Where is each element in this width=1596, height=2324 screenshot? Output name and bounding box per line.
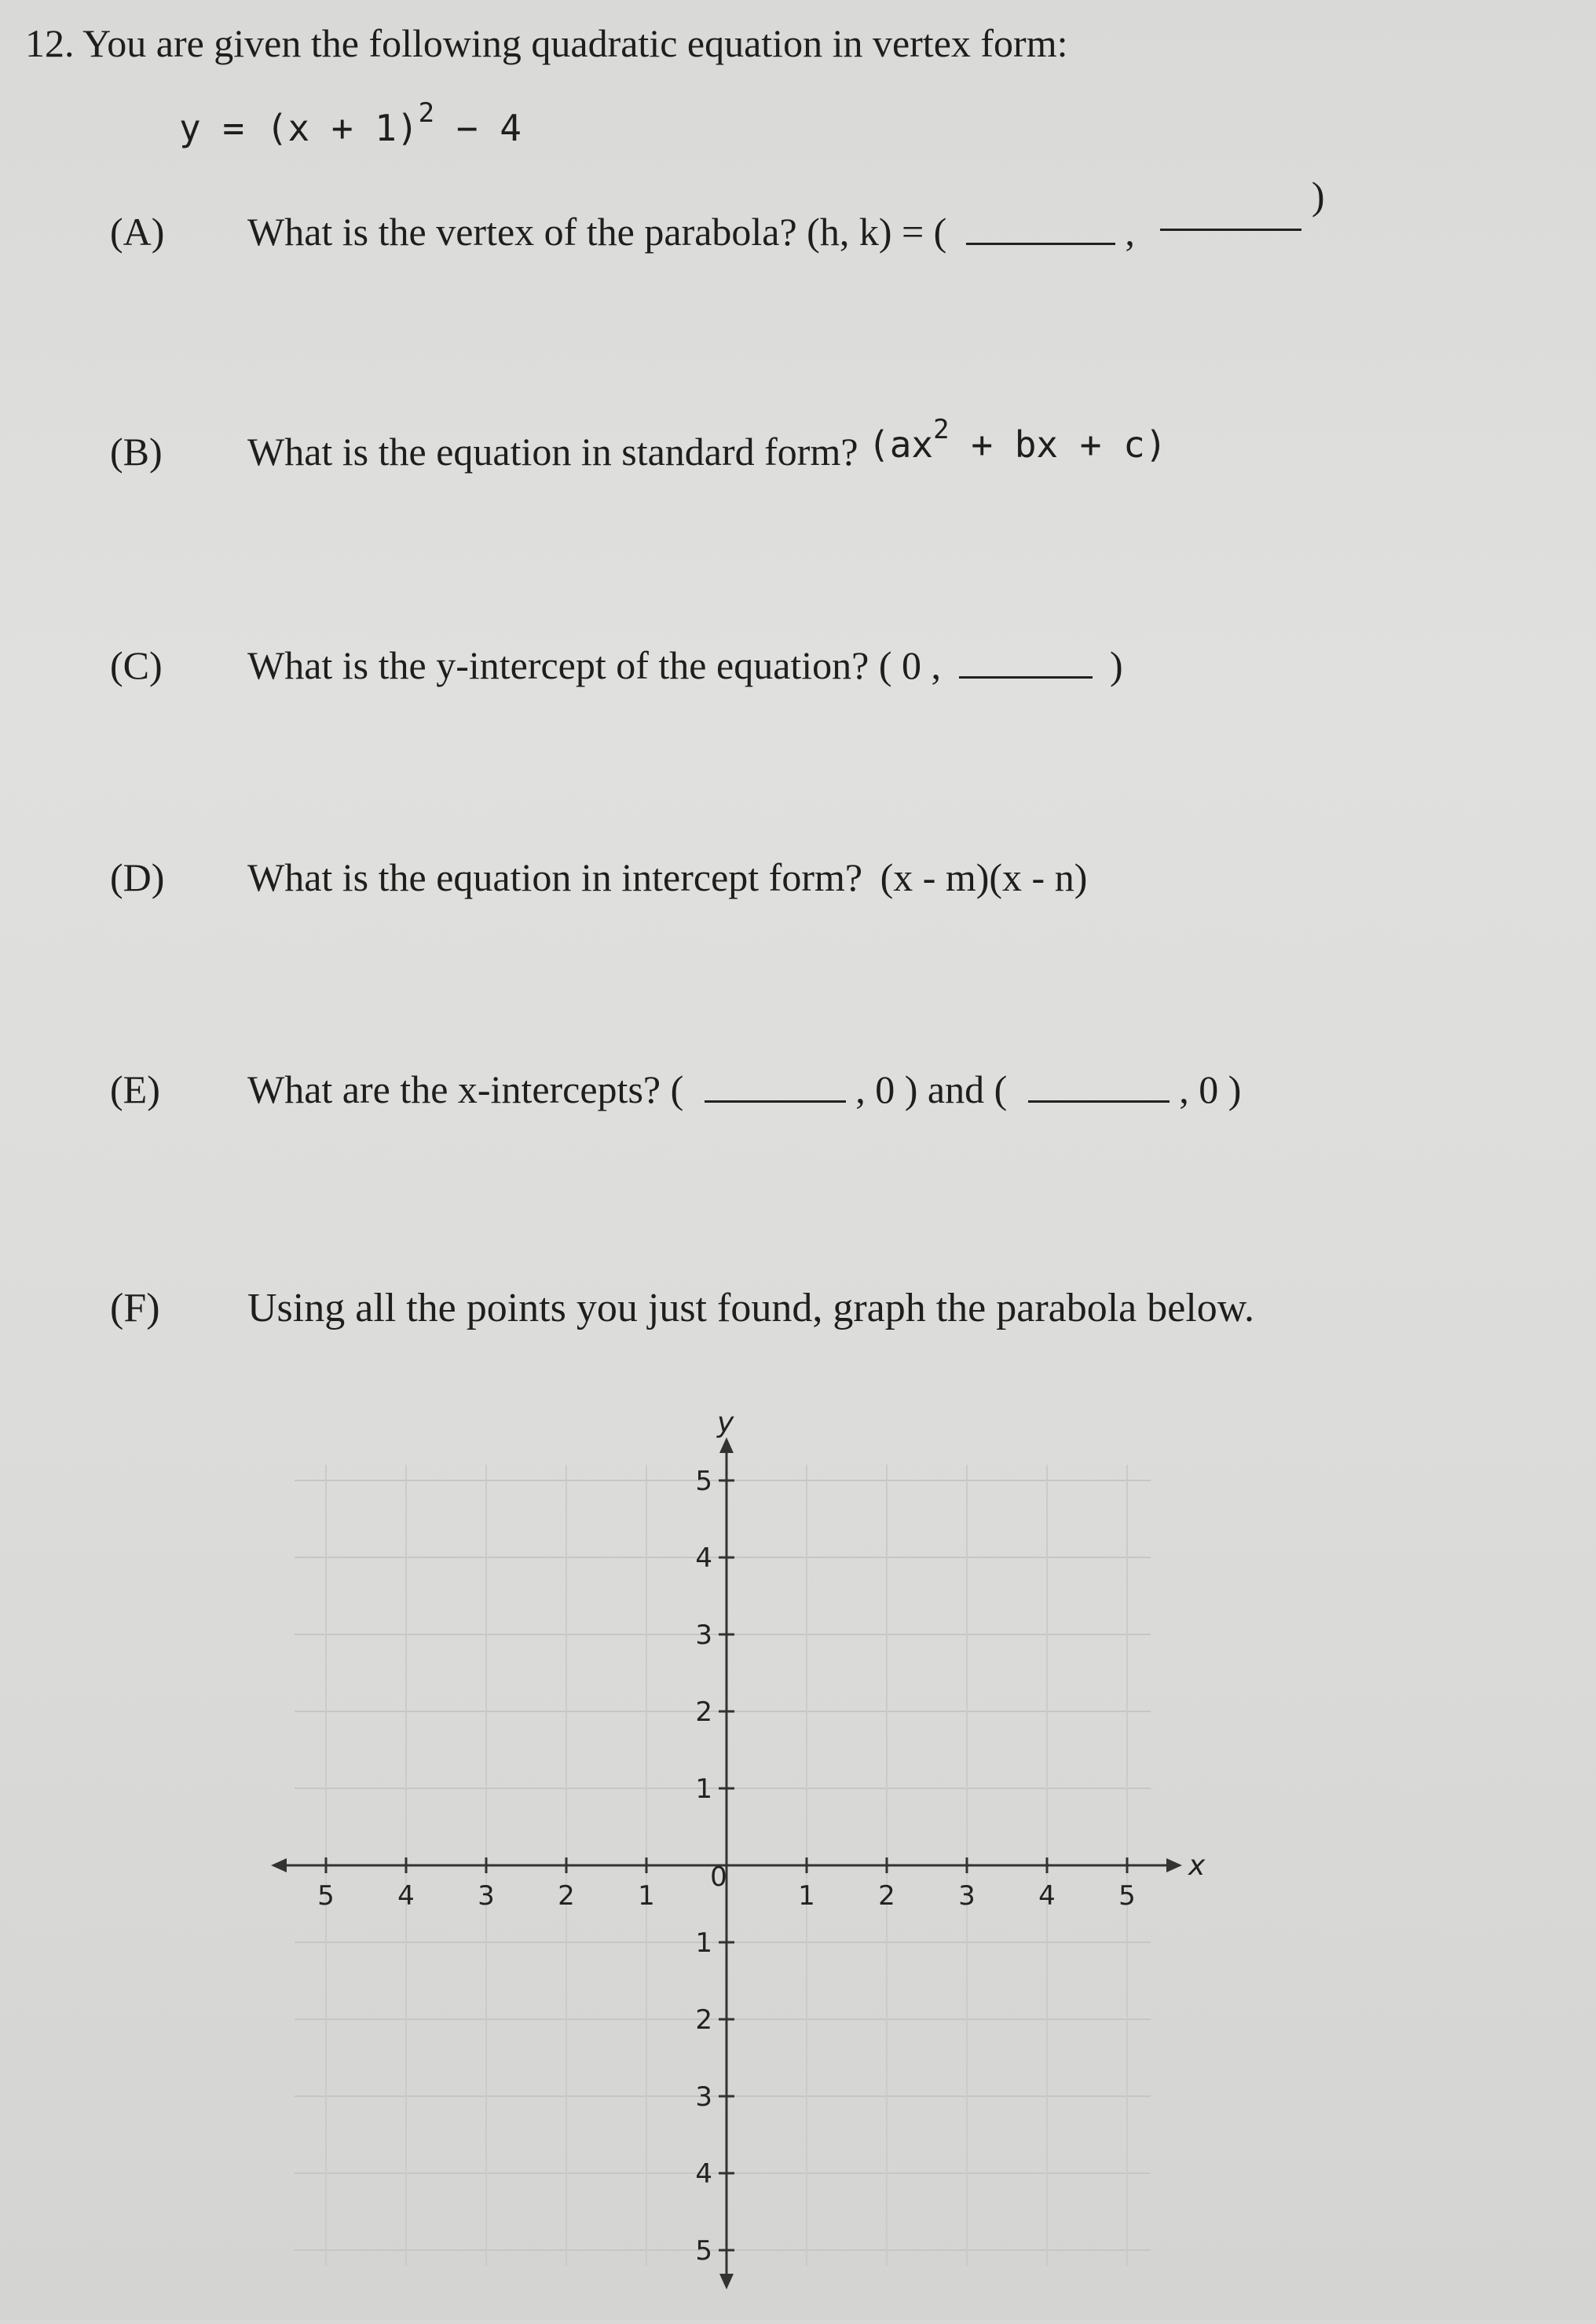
part-c <box>110 643 1123 687</box>
part-a-comma: , <box>1125 210 1135 254</box>
standard-form-tail: + bx + c) <box>949 423 1167 466</box>
part-e-text: What are the x-intercepts? ( <box>247 1067 684 1111</box>
y-tick-label: 4 <box>695 2158 712 2190</box>
x-intercept-1-blank[interactable] <box>705 1072 846 1103</box>
part-f-text: Using all the points you just found, graph the parabola below. <box>247 1286 1254 1330</box>
x-tick-label: 2 <box>878 1880 895 1912</box>
part-b-label: (B) <box>110 430 163 474</box>
x-tick-label: 4 <box>1038 1880 1056 1912</box>
equation-base: y = (x + 1) <box>179 107 419 149</box>
x-tick-label: 3 <box>958 1880 976 1912</box>
part-e-end: , 0 ) <box>1179 1067 1242 1111</box>
vertex-h-blank[interactable] <box>966 214 1115 245</box>
y-tick-label: 3 <box>695 1619 712 1651</box>
part-a-close: ) <box>1311 174 1325 218</box>
equation-exponent: 2 <box>418 97 435 129</box>
x-tick-label: 2 <box>558 1880 575 1912</box>
coordinate-grid[interactable] <box>298 1407 1210 2320</box>
vertex-k-blank[interactable] <box>1160 200 1301 231</box>
part-e-label: (E) <box>110 1067 160 1111</box>
part-d <box>110 855 1088 899</box>
part-a-text: What is the vertex of the parabola? (h, k) = ( <box>247 210 947 254</box>
part-c-close: ) <box>1110 643 1123 687</box>
vertex-form-equation <box>179 97 522 149</box>
part-b-text: What is the equation in standard form? <box>247 430 858 474</box>
x-tick-label: 1 <box>798 1880 815 1912</box>
part-c-text: What is the y-intercept of the equation? ( 0 , <box>247 643 942 687</box>
y-tick-label: 4 <box>695 1543 712 1574</box>
intercept-form-template: (x - m)(x - n) <box>880 855 1088 899</box>
x-axis-label: x <box>1188 1850 1206 1882</box>
y-axis-label: y <box>717 1407 734 1439</box>
y-tick-label: 2 <box>695 1696 712 1728</box>
x-tick-label: 5 <box>317 1880 335 1912</box>
part-e <box>110 1067 1242 1111</box>
y-axis-up-arrow-icon <box>719 1437 734 1453</box>
origin-label: 0 <box>710 1861 727 1893</box>
y-axis-down-arrow-icon <box>719 2274 734 2289</box>
part-d-label: (D) <box>110 855 165 899</box>
problem-header <box>25 21 1068 65</box>
y-tick-label: 2 <box>695 2004 712 2036</box>
y-tick-label: 1 <box>695 1773 712 1805</box>
x-axis-right-arrow-icon <box>1166 1858 1182 1872</box>
x-tick-label: 4 <box>397 1880 415 1912</box>
problem-number: 12. <box>25 21 75 65</box>
x-tick-label: 5 <box>1118 1880 1136 1912</box>
x-tick-label: 1 <box>638 1880 655 1912</box>
x-intercept-2-blank[interactable] <box>1028 1072 1170 1103</box>
x-axis-left-arrow-icon <box>271 1858 287 1872</box>
part-a <box>110 174 1325 254</box>
part-f-label: (F) <box>110 1286 160 1330</box>
standard-form-exponent: 2 <box>933 414 950 445</box>
part-e-mid: , 0 ) and ( <box>855 1067 1008 1111</box>
standard-form-template <box>868 414 1167 466</box>
y-tick-label: 5 <box>695 2235 712 2267</box>
equation-tail: − 4 <box>434 107 522 149</box>
x-tick-label: 3 <box>478 1880 495 1912</box>
part-d-text: What is the equation in intercept form? <box>247 855 863 899</box>
problem-intro: You are given the following quadratic equation in vertex form: <box>82 21 1068 65</box>
part-f <box>110 1288 1254 1329</box>
part-c-label: (C) <box>110 643 163 687</box>
y-tick-label: 3 <box>695 2081 712 2113</box>
part-a-label: (A) <box>110 210 165 254</box>
y-tick-label: 1 <box>695 1927 712 1959</box>
part-b <box>110 414 1167 474</box>
y-tick-label: 5 <box>695 1466 712 1497</box>
y-intercept-blank[interactable] <box>959 648 1093 679</box>
coordinate-grid-svg[interactable] <box>298 1407 1210 2320</box>
standard-form-base: (ax <box>868 423 934 466</box>
